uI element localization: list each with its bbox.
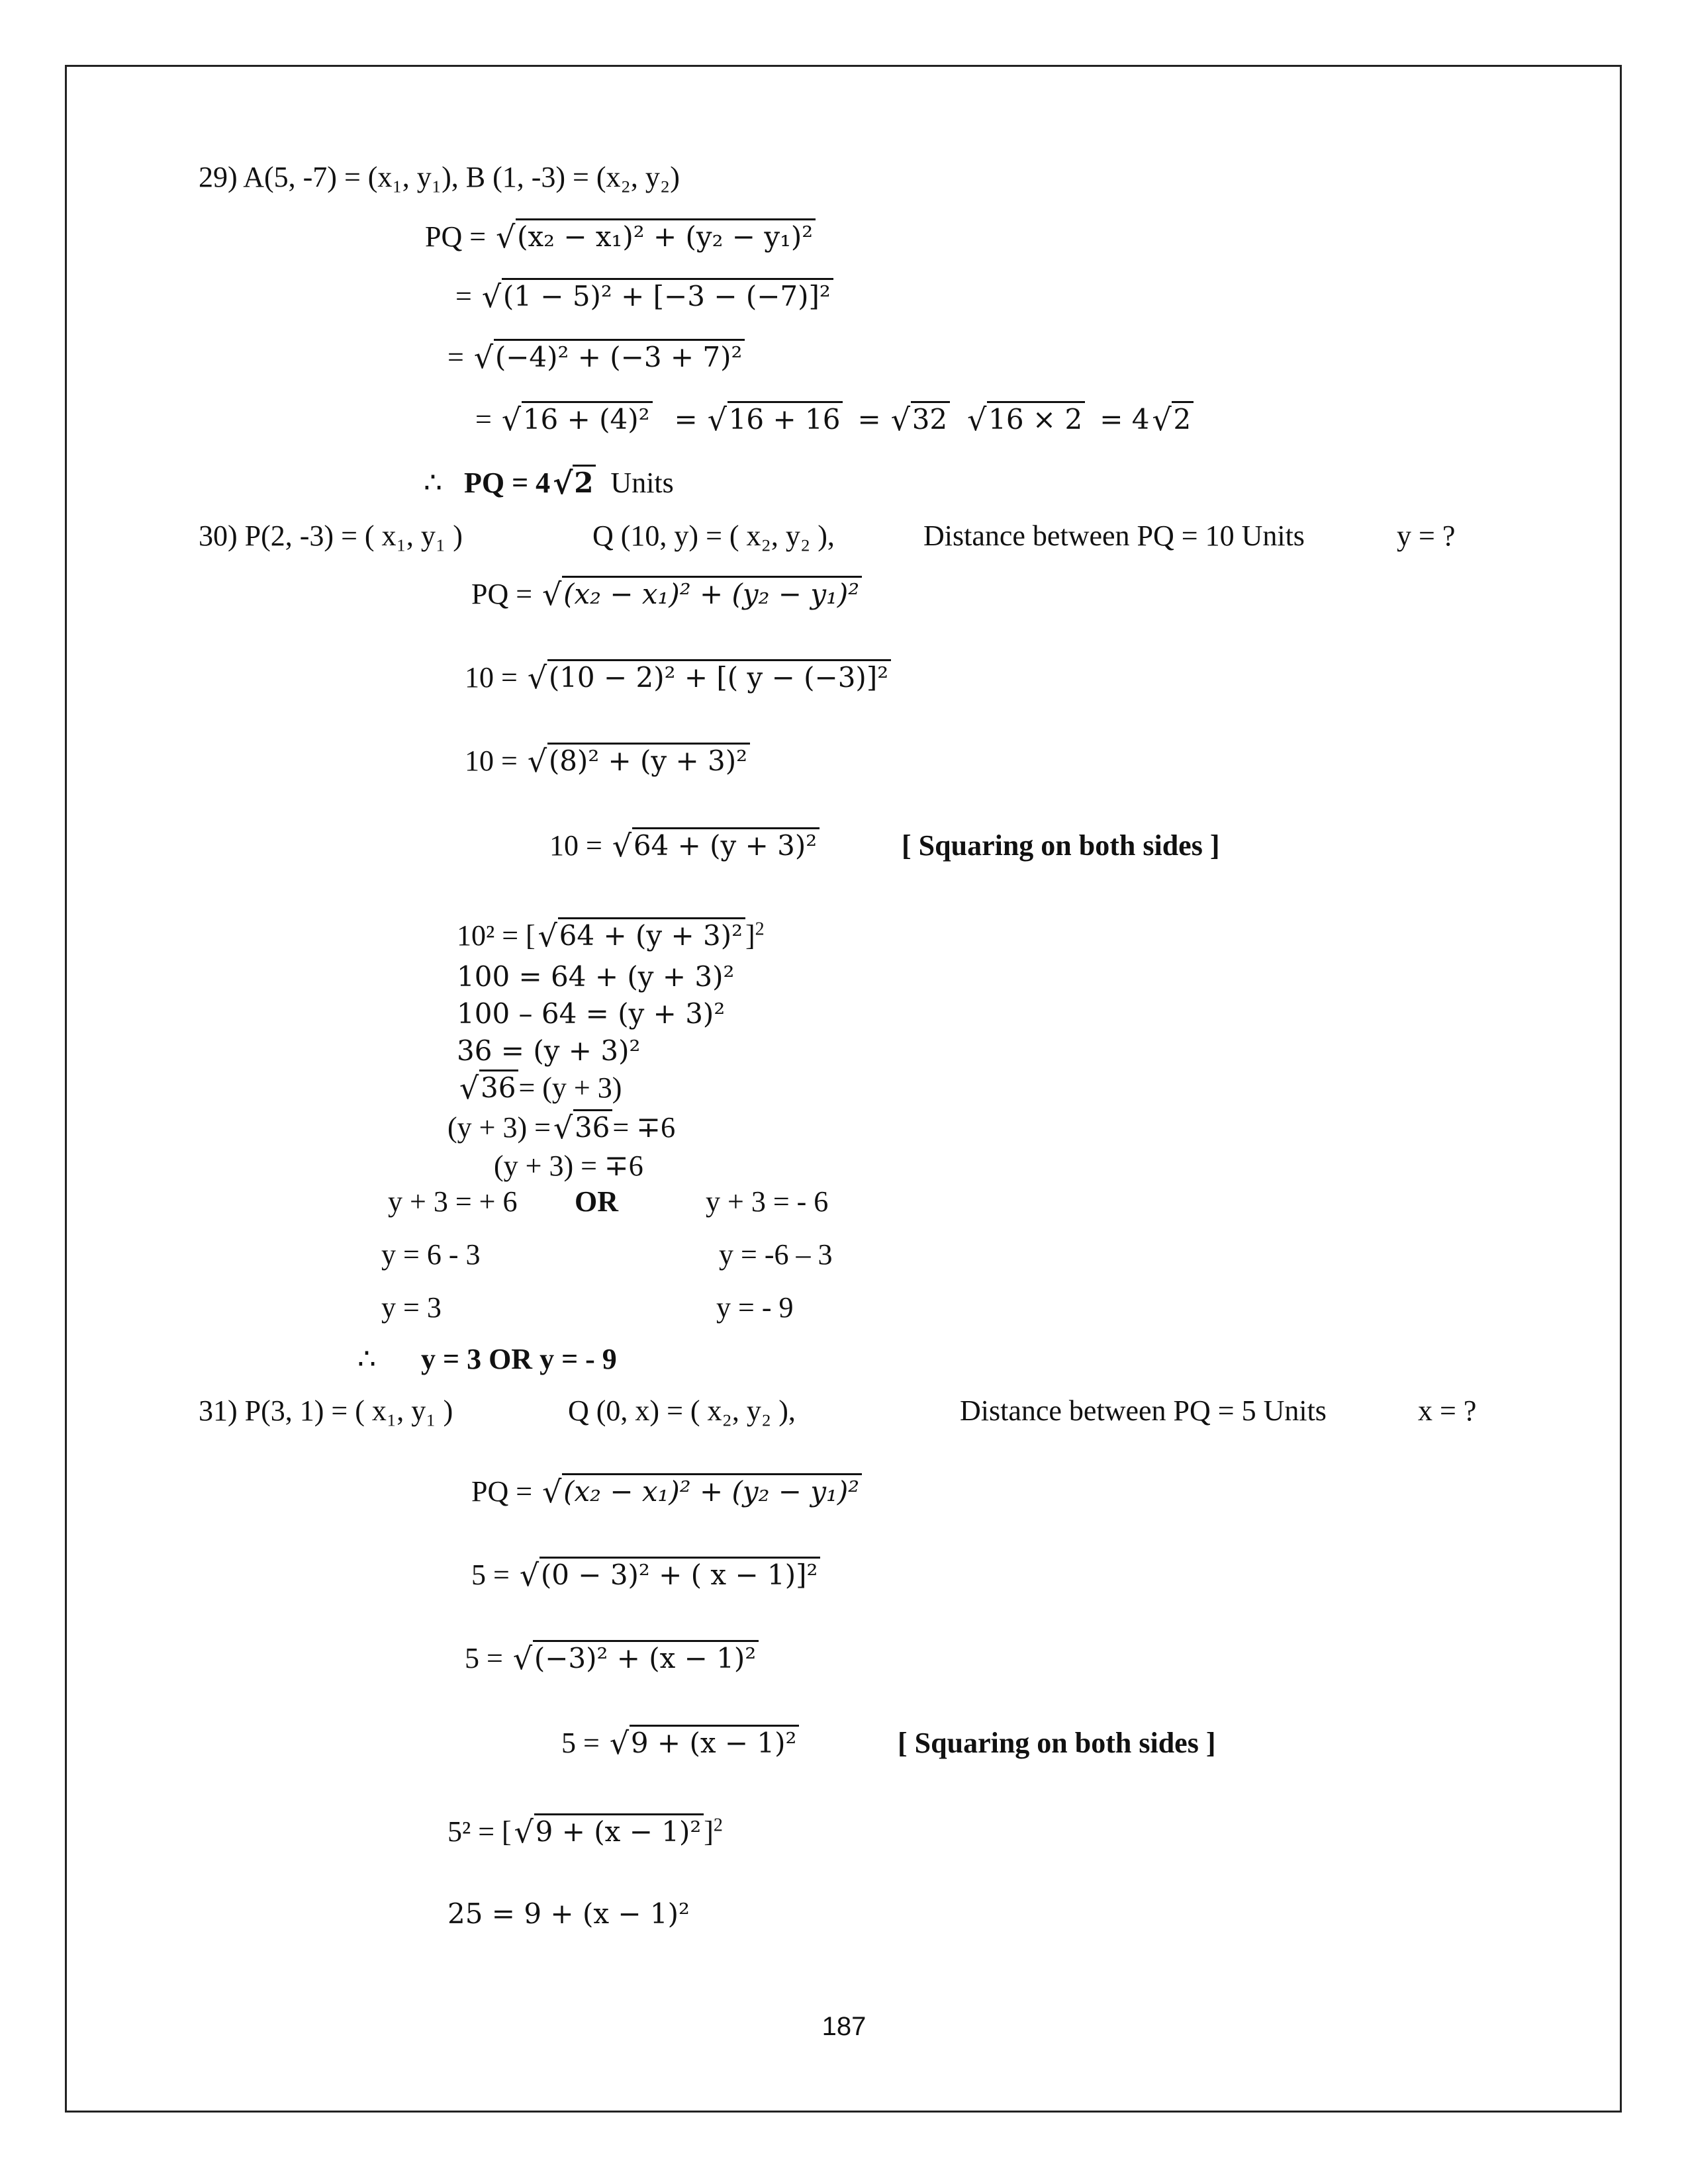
q31-step-3: 5 = √ (−3)² + (x − 1)² [465,1640,759,1677]
sqrt: √ 64 + (y + 3)² [538,917,745,954]
q31-step-5: 5² = [√ 9 + (x − 1)²]$^2$ [447,1813,723,1850]
sqrt: √ (−4)² + (−3 + 7)² [474,339,745,376]
sqrt: √ 2 [1152,401,1194,438]
sqrt: √ 64 + (y + 3)² [612,827,820,864]
page-number: 187 [821,2012,867,2041]
q30-formula-line: PQ = √ (x₂ − x₁)² + (y₂ − y₁)² [471,576,862,613]
q30-step-9: √ 36= (y + 3) [457,1069,622,1107]
sqrt: √ (x₂ − x₁)² + (y₂ − y₁)² [542,576,862,613]
q31-step-4: 5 = √ 9 + (x − 1)² [561,1725,799,1762]
q30-step-3: 10 = √ (8)² + (y + 3)² [465,743,750,780]
q31-given-q: Q (0, x) = ( x₂, y₂ ), [568,1394,796,1427]
q30-step-11: (y + 3) = ∓6 [494,1150,643,1182]
q30-step-7: 100 – 64 = (y + 3)² [457,997,726,1030]
sqrt: √ 16 × 2 [967,401,1085,438]
q30-given-q: Q (10, y) = ( x₂, y₂ ), [592,520,835,552]
q30-conclusion-therefore: ∴ [357,1343,376,1375]
sqrt: √ 36 [459,1069,518,1107]
q30-or: OR [575,1185,618,1218]
q31-formula-line: PQ = √ (x₂ − x₁)² + (y₂ − y₁)² [471,1473,862,1510]
q30-step-8: 36 = (y + 3)² [457,1034,641,1067]
sqrt: √ 9 + (x − 1)² [514,1813,704,1850]
sqrt: √ 16 + (4)² [502,401,653,438]
sqrt: √ 2 [553,465,596,502]
q30-step-2: 10 = √ (10 − 2)² + [( y − (−3)]² [465,659,891,696]
sqrt: √ (0 − 3)² + ( x − 1)]² [520,1557,820,1594]
q31-given-p: 31) P(3, 1) = ( x₁, y₁ ) [199,1394,453,1427]
q31-step-6: 25 = 9 + (x − 1)² [447,1897,690,1930]
q29-step-3: = √ (−4)² + (−3 + 7)² [447,339,745,376]
page-border [65,65,1622,2113]
q31-given-distance: Distance between PQ = 5 Units [960,1394,1327,1427]
sqrt: √ (−3)² + (x − 1)² [513,1640,759,1677]
q30-given-unknown: y = ? [1397,520,1456,552]
sqrt: √ 36 [553,1109,612,1146]
sqrt: √ 16 + 16 [708,401,843,438]
q30-case-b-step: y = -6 – 3 [719,1238,833,1271]
q30-squaring-note: [ Squaring on both sides ] [902,829,1220,862]
q31-squaring-note: [ Squaring on both sides ] [898,1727,1216,1759]
q30-step-4: 10 = √ 64 + (y + 3)² [549,827,820,864]
q30-step-6: 100 = 64 + (y + 3)² [457,960,735,993]
q30-given-distance: Distance between PQ = 10 Units [923,520,1305,552]
sqrt: √ (x₂ − x₁)² + (y₂ − y₁)² [542,1473,862,1510]
q30-step-10: (y + 3) =√ 36= ∓6 [447,1109,675,1146]
q31-step-2: 5 = √ (0 − 3)² + ( x − 1)]² [471,1557,820,1594]
q29-conclusion: ∴ PQ = 4√ 2 Units [424,465,674,502]
q29-step-4: = √ 16 + (4)² = √ 16 + 16 = √ 32 √ 16 × 2 = 4√ 2 [475,401,1194,438]
q30-case-b: y + 3 = - 6 [706,1185,829,1218]
sqrt: √ 9 + (x − 1)² [610,1725,800,1762]
sqrt: √ (10 − 2)² + [( y − (−3)]² [528,659,891,696]
sqrt: √ 32 [891,401,950,438]
q30-given-p: 30) P(2, -3) = ( x₁, y₁ ) [199,520,463,552]
q30-conclusion: y = 3 OR y = - 9 [421,1343,617,1375]
q31-given-unknown: x = ? [1418,1394,1477,1427]
q30-case-a: y + 3 = + 6 [388,1185,518,1218]
sqrt: √ (x₂ − x₁)² + (y₂ − y₁)² [496,218,816,255]
q30-step-5: 10² = [√ 64 + (y + 3)²]$^2$ [457,917,765,954]
q29-formula-line: PQ = √ (x₂ − x₁)² + (y₂ − y₁)² [425,218,816,255]
sqrt: √ (1 − 5)² + [−3 − (−7)]² [482,278,833,315]
q29-step-2: = √ (1 − 5)² + [−3 − (−7)]² [455,278,833,315]
q30-case-b-result: y = - 9 [716,1291,794,1324]
q29-given: 29) A(5, -7) = (x₁, y₁), B (1, -3) = (x₂, y₂) [199,161,680,193]
sqrt: √ (8)² + (y + 3)² [528,743,750,780]
q30-case-a-step: y = 6 - 3 [381,1238,481,1271]
q30-case-a-result: y = 3 [381,1291,442,1324]
